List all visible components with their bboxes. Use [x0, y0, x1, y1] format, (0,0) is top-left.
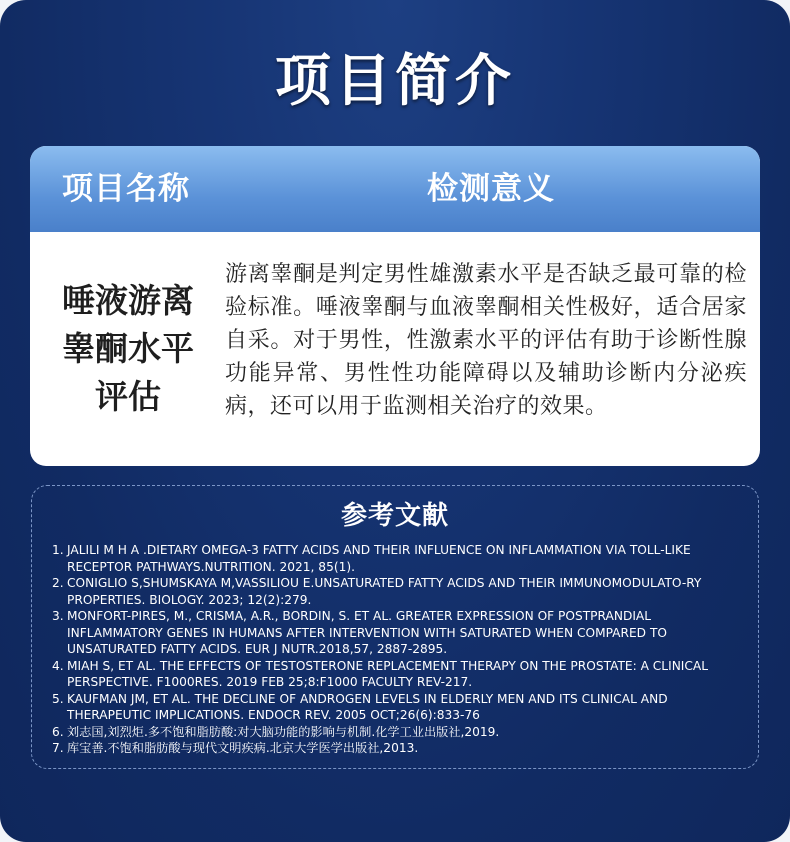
reference-number: 5.: [52, 691, 64, 706]
item-name-cell: [30, 232, 226, 466]
reference-item: [52, 658, 742, 691]
reference-item: [52, 740, 742, 757]
reference-item: [52, 724, 742, 741]
page-title: 项目简介: [275, 49, 515, 114]
reference-number: 7.: [52, 741, 64, 755]
item-name: 唾液游离睾酮水平评估: [62, 281, 194, 416]
reference-text: MONFORT-PIRES, M., CRISMA, A.R., BORDIN, S. ET AL. GREATER EXPRESSION OF POSTPRANDIAL INFLAMMATORY GENES IN HUMANS AFTER INTERVENTION WITH SATURATED WHEN COMPARED TO UNSATURATED FATTY ACIDS. EUR J NUTR.2018,57, 2887-2895.: [67, 609, 667, 656]
reference-item: [52, 575, 742, 608]
reference-text: 库宝善.不饱和脂肪酸与现代文明疾病.北京大学医学出版社,2013.: [67, 741, 419, 755]
reference-number: 4.: [52, 658, 64, 673]
table-header: [30, 146, 760, 232]
column-header-name: 项目名称: [62, 171, 190, 207]
reference-number: 1.: [52, 543, 64, 557]
reference-item: [52, 691, 742, 724]
reference-number: 6.: [52, 724, 64, 739]
reference-text: JALILI M H A .DIETARY OMEGA-3 FATTY ACIDS AND THEIR INFLUENCE ON INFLAMMATION VIA TOLL-LIKE RECEPTOR PATHWAYS.NUTRITION. 2021, 85(1).: [67, 543, 691, 574]
info-card: [30, 146, 760, 466]
reference-text: CONIGLIO S,SHUMSKAYA M,VASSILIOU E.UNSATURATED FATTY ACIDS AND THEIR IMMUNOMODULATO-RY PROPERTIES. BIOLOGY. 2023; 12(2):279.: [67, 576, 702, 607]
references-list: [52, 542, 742, 757]
references-title: 参考文献: [340, 501, 449, 531]
references-box: [31, 485, 759, 769]
reference-text: MIAH S, ET AL. THE EFFECTS OF TESTOSTERONE REPLACEMENT THERAPY ON THE PROSTATE: A CLINICAL PERSPECTIVE. F1000RES. 2019 FEB 25;8:F1000 FACULTY REV-217.: [67, 658, 709, 689]
column-header-meaning: 检测意义: [427, 171, 555, 207]
reference-item: [52, 608, 742, 658]
reference-item: [52, 542, 742, 575]
item-meaning: 游离睾酮是判定男性雄激素水平是否缺乏最可靠的检验标准。唾液睾酮与血液睾酮相关性极好，适合居家自采。对于男性，性激素水平的评估有助于诊断性腺功能异常、男性性功能障碍以及辅助诊断内分泌疾病，还可以用于监测相关治疗的效果。: [225, 262, 747, 419]
reference-text: 刘志国,刘烈炬.多不饱和脂肪酸:对大脑功能的影响与机制.化学工业出版社,2019.: [67, 724, 500, 739]
reference-number: 2.: [52, 576, 64, 590]
reference-number: 3.: [52, 609, 64, 623]
reference-text: KAUFMAN JM, ET AL. THE DECLINE OF ANDROGEN LEVELS IN ELDERLY MEN AND ITS CLINICAL AND THERAPEUTIC IMPLICATIONS. ENDOCR REV. 2005 OCT;26(6):833-76: [67, 691, 668, 722]
